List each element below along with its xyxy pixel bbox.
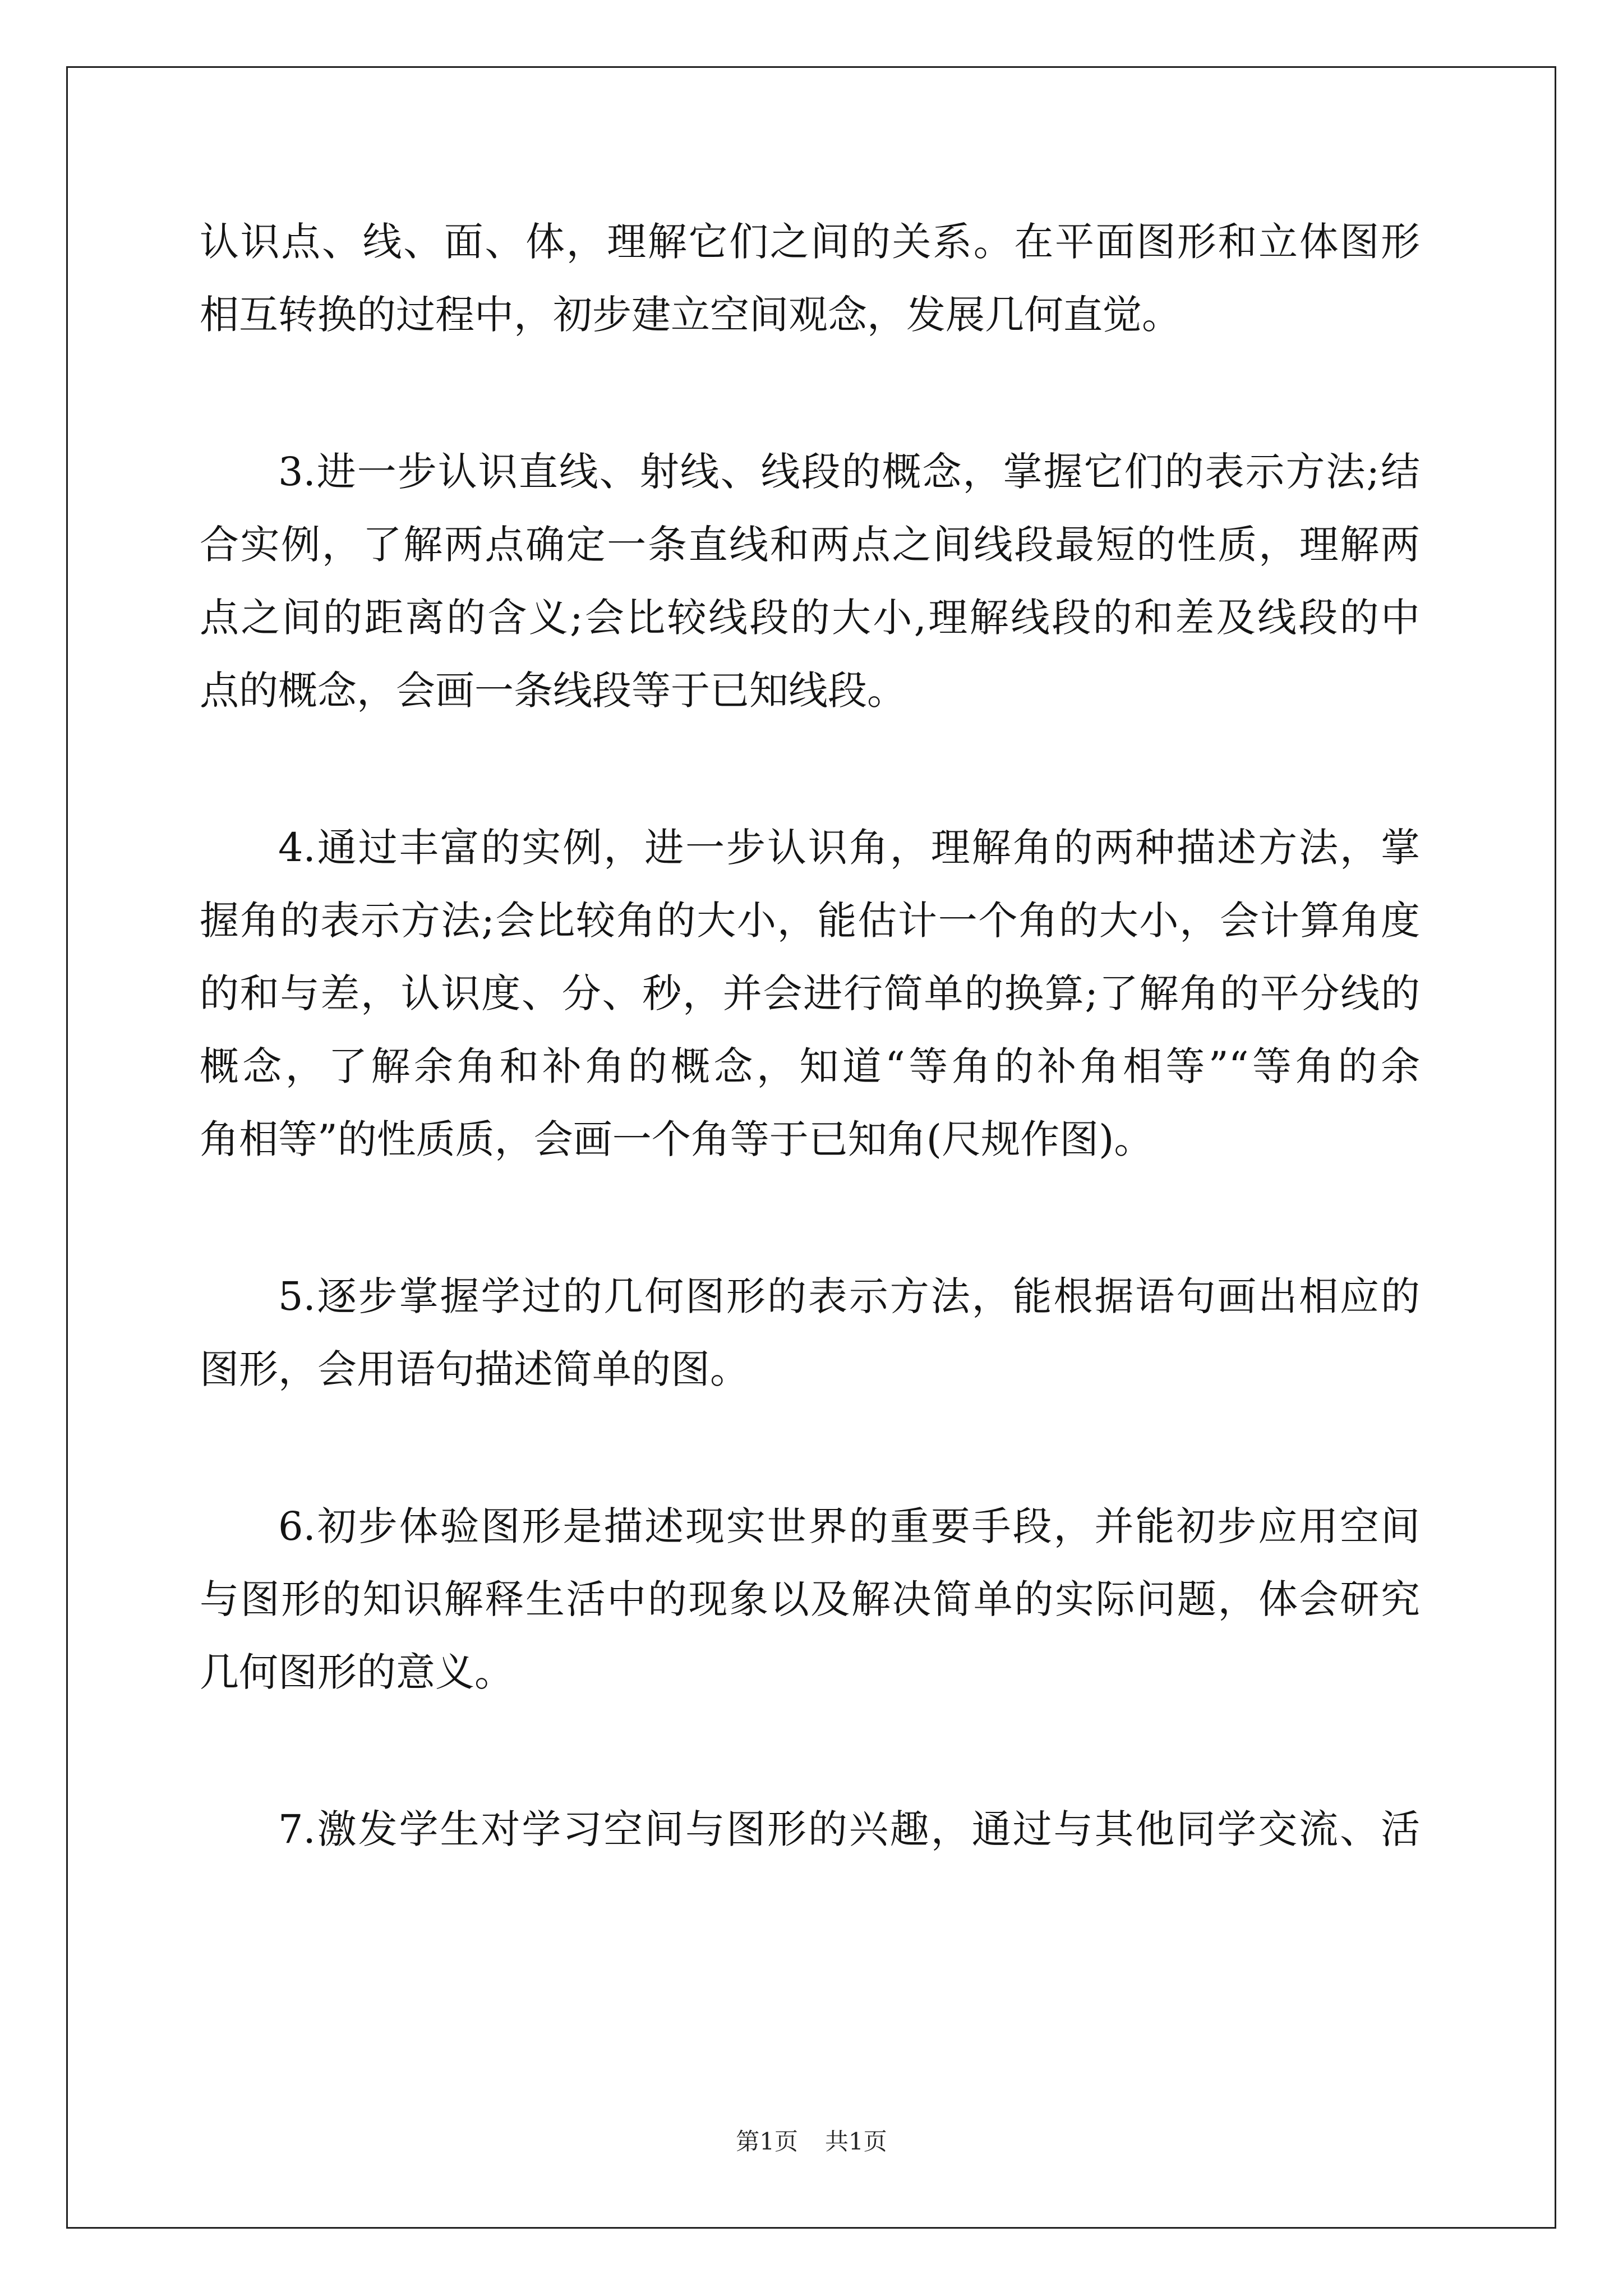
page-total: 共1页 bbox=[825, 2128, 887, 2155]
text-line: 几何图形的意义。 bbox=[200, 1649, 514, 1695]
text-line: 概念，了解余角和补角的概念，知道“等角的补角相等”“等角的余 bbox=[200, 1043, 1420, 1089]
text-line: 握角的表示方法;会比较角的大小，能估计一个角的大小，会计算角度 bbox=[200, 898, 1420, 944]
text-line: 4.通过丰富的实例，进一步认识角，理解角的两种描述方法，掌 bbox=[278, 825, 1420, 871]
text-line: 角相等”的性质质，会画一个角等于已知角(尺规作图)。 bbox=[200, 1116, 1154, 1162]
page-footer bbox=[0, 2125, 1623, 2159]
text-line: 与图形的知识解释生活中的现象以及解决简单的实际问题，体会研究 bbox=[200, 1576, 1420, 1622]
document-body bbox=[200, 205, 1420, 1866]
text-line: 6.初步体验图形是描述现实世界的重要手段，并能初步应用空间 bbox=[278, 1503, 1420, 1549]
text-line: 5.逐步掌握学过的几何图形的表示方法，能根据语句画出相应的 bbox=[278, 1273, 1420, 1319]
text-line: 相互转换的过程中，初步建立空间观念，发展几何直觉。 bbox=[200, 292, 1181, 338]
text-line: 的和与差，认识度、分、秒，并会进行简单的换算;了解角的平分线的 bbox=[200, 970, 1420, 1016]
text-line: 图形，会用语句描述简单的图。 bbox=[200, 1346, 749, 1392]
text-line: 合实例，了解两点确定一条直线和两点之间线段最短的性质，理解两 bbox=[200, 522, 1420, 568]
text-line: 7.激发学生对学习空间与图形的兴趣，通过与其他同学交流、活 bbox=[278, 1806, 1420, 1852]
page-number: 第1页 bbox=[736, 2128, 798, 2155]
text-line: 3.进一步认识直线、射线、线段的概念，掌握它们的表示方法;结 bbox=[278, 449, 1420, 495]
text-line: 点之间的距离的含义;会比较线段的大小,理解线段的和差及线段的中 bbox=[200, 595, 1420, 641]
text-line: 点的概念，会画一条线段等于已知线段。 bbox=[200, 668, 906, 714]
text-line: 认识点、线、面、体，理解它们之间的关系。在平面图形和立体图形 bbox=[200, 219, 1420, 265]
